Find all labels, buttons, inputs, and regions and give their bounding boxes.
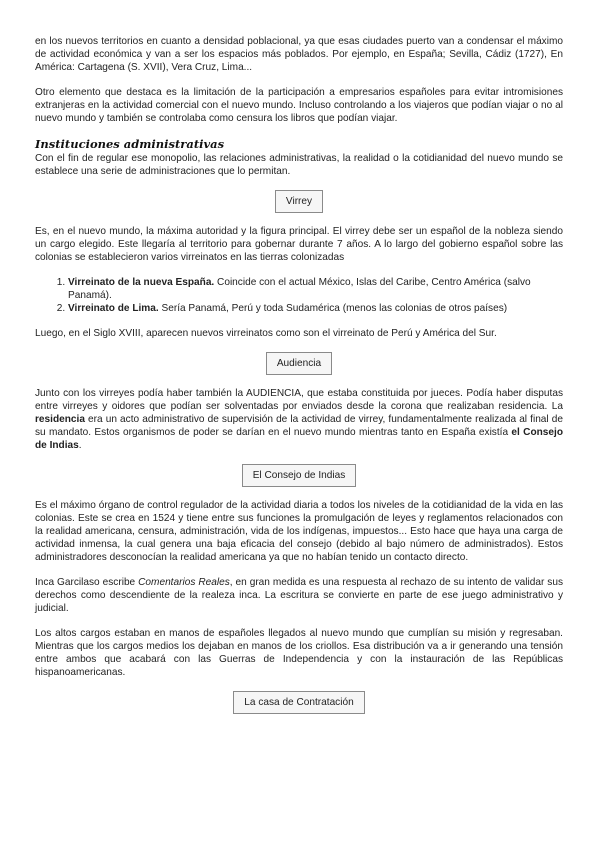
- list-item: [68, 302, 563, 315]
- consejo-box: El Consejo de Indias: [242, 464, 357, 487]
- paragraph-ciudades-puerto: en los nuevos territorios en cuanto a densidad poblacional, ya que esas ciudades puerto van a condensar el máximo de actividad económica y van a ser los espacios más poblados. Por ejemplo, en España; Sevilla, Cádiz (1727), En América: Cartagena (S. XVII), Vera Cruz, Lima...: [35, 36, 563, 73]
- list-item: [68, 276, 563, 302]
- consejo-box-wrap: [35, 464, 563, 487]
- section-heading: Instituciones administrativas: [35, 137, 225, 151]
- paragraph-nuevos-virreinatos: Luego, en el Siglo XVIII, aparecen nuevos virreinatos como son el virreinato de Perú y América del Sur.: [35, 328, 497, 339]
- paragraph-garcilaso: Inca Garcilaso escribe Comentarios Reales, en gran medida es una respuesta al rechazo de su intento de validar sus derechos como descendiente de la realeza inca. La escritura se convierte en parte de ese juego administrativo y judicial.: [35, 577, 563, 614]
- virreinatos-list: [35, 276, 563, 315]
- audiencia-box: Audiencia: [266, 352, 332, 375]
- document-page: [35, 35, 563, 726]
- residencia-term: residencia: [35, 414, 85, 425]
- list-item-title: Virreinato de Lima.: [68, 303, 159, 314]
- paragraph-limitacion: Otro elemento que destaca es la limitación de la participación a empresarios españoles para evitar intromisiones extranjeras en la actividad comercial con el nuevo mundo. Incluso controlando a los viajeros que podían viajar o no al nuevo mundo y también se controlaba como censura los libros que podían viajar.: [35, 87, 563, 124]
- paragraph-audiencia: Junto con los virreyes podía haber también la AUDIENCIA, que estaba constituida por jueces. Podía haber disputas entre virreyes y oidores que podían ser solventadas por enviados desde la corona que realizaban residencia. La residencia era un acto administrativo de supervisión de la actividad de virrey, fundamentalmente realizada al final de su mandato. Estos organismos de poder se darían en el nuevo mundo mientras tanto en España existía el Consejo de Indias.: [35, 388, 563, 451]
- contratacion-box-wrap: [35, 691, 563, 714]
- virrey-box: Virrey: [275, 190, 323, 213]
- list-item-text: Coincide con el actual México, Islas del Caribe, Centro América (salvo Panamá).: [68, 277, 531, 301]
- paragraph-altos-cargos: Los altos cargos estaban en manos de españoles llegados al nuevo mundo que cumplían su misión y regresaban. Mientras que los cargos medios los dejaban en manos de los criollos. Esa distribución va a ir generando una tensión entre ambos que acabará con las Guerras de Independencia y con la instauración de las Repúblicas hispanoamericanas.: [35, 628, 563, 678]
- list-item-title: Virreinato de la nueva España.: [68, 277, 215, 288]
- contratacion-box: La casa de Contratación: [233, 691, 364, 714]
- paragraph-virrey: Es, en el nuevo mundo, la máxima autoridad y la figura principal. El virrey debe ser un español de la nobleza siendo un cargo elegido. Este llegaría al territorio para gobernar durante 7 años. A lo largo del gobierno español sobre las colonias se establecieron varios virreinatos en las tierras colonizadas: [35, 226, 563, 263]
- audiencia-box-wrap: [35, 352, 563, 375]
- paragraph-consejo: Es el máximo órgano de control regulador de la actividad diaria a todos los niveles de la cotidianidad de la vida en las colonias. Este se crea en 1524 y tiene entre sus funciones la promulgación de leyes y reglamentos relacionados con la realidad americana, censura, administración, vida de los indígenas, impuestos... Esto hace que haya una carga de actividad inmensa, la cual genera una baja eficacia del consejo (debido al bajo número de administrados). Estos administradores desconocían la realidad americana ya que no habían tenido un contacto directo.: [35, 500, 563, 563]
- consejo-term: el Consejo de Indias: [35, 427, 563, 451]
- paragraph-section-intro: Con el fin de regular ese monopolio, las relaciones administrativas, la realidad o la cotidianidad del nuevo mundo se establece una serie de administraciones que lo permitan.: [35, 153, 563, 177]
- virrey-box-wrap: [35, 190, 563, 213]
- list-item-text: Sería Panamá, Perú y toda Sudamérica (menos las colonias de otros países): [158, 303, 508, 314]
- book-title: Comentarios Reales: [138, 577, 230, 588]
